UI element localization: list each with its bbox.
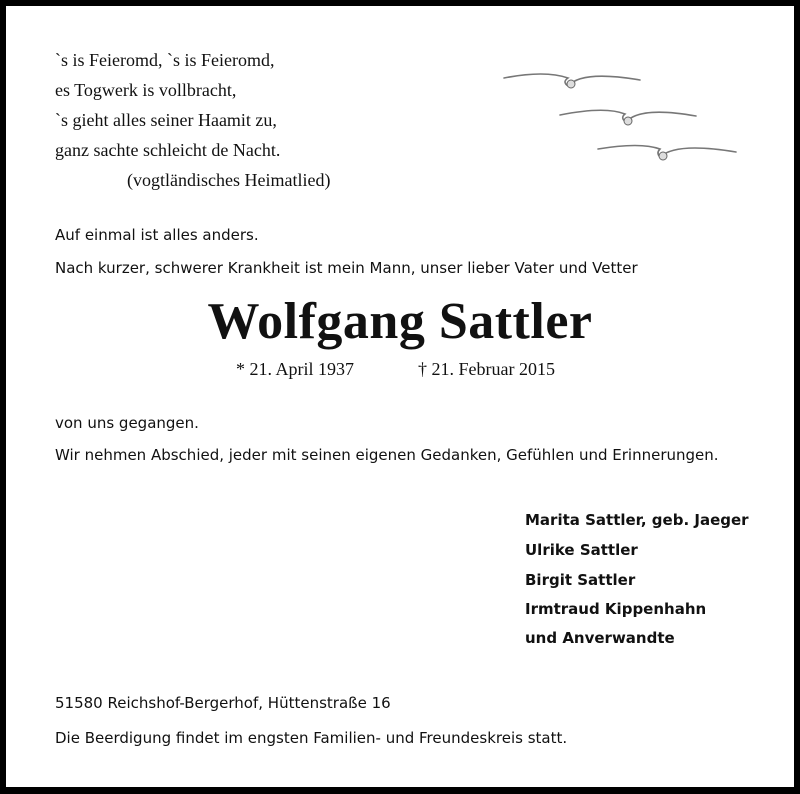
mourner: Marita Sattler, geb. Jaeger [525, 511, 749, 529]
poem-line: `s gieht alles seiner Haamit zu, [55, 110, 277, 130]
mourner: Ulrike Sattler [525, 541, 638, 559]
mourner: Irmtraud Kippenhahn [525, 600, 707, 618]
death-date: † 21. Februar 2015 [418, 359, 555, 379]
funeral-note: Die Beerdigung findet im engsten Familien- und Freundeskreis statt. [55, 729, 568, 747]
deceased-name: Wolfgang Sattler [207, 293, 593, 350]
birds-icon [490, 60, 750, 165]
address: 51580 Reichshof-Bergerhof, Hüttenstraße 16 [55, 694, 391, 712]
mourner: Birgit Sattler [525, 571, 636, 589]
poem-line: ganz sachte schleicht de Nacht. [55, 140, 281, 160]
mourner: und Anverwandte [525, 629, 675, 647]
poem-source: (vogtländisches Heimatlied) [127, 170, 331, 190]
birth-date: * 21. April 1937 [236, 359, 355, 379]
body-line: Wir nehmen Abschied, jeder mit seinen eigenen Gedanken, Gefühlen und Erinnerungen. [55, 446, 719, 464]
intro-line: Nach kurzer, schwerer Krankheit ist mein Mann, unser lieber Vater und Vetter [55, 259, 638, 277]
body-line: von uns gegangen. [55, 414, 199, 432]
poem-line: `s is Feieromd, `s is Feieromd, [55, 50, 275, 70]
intro-line: Auf einmal ist alles anders. [55, 226, 259, 244]
poem-line: es Togwerk is vollbracht, [55, 80, 237, 100]
